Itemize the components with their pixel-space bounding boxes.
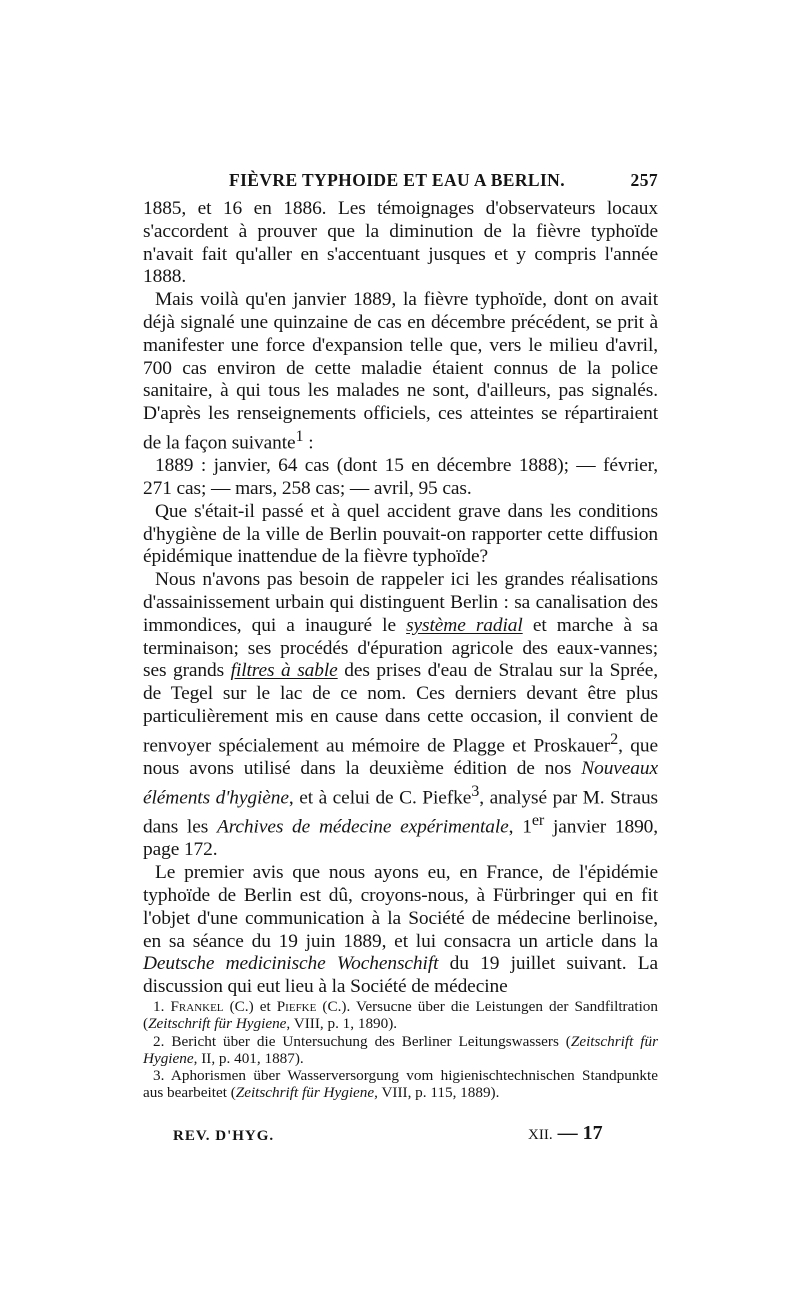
page-footer bbox=[143, 1122, 658, 1152]
journal-title: Zeitschrift für Hygiene bbox=[235, 1084, 375, 1102]
journal-title: Zeitschrift für Hygiene bbox=[148, 1015, 287, 1033]
author-name: Piefke bbox=[276, 998, 317, 1015]
paragraph-5 bbox=[143, 569, 658, 862]
paragraph-4: Que s'était-il passé et à quel accident grave dans les conditions d'hygiène de la ville de Berlin pouvait-on rapporter cette diffusion épidémique inattendue de la fièvre typhoïde? bbox=[143, 500, 658, 568]
text-run: , analysé par M. Straus dans les bbox=[143, 787, 658, 838]
text-run: , et à celui de C. Piefke bbox=[288, 787, 472, 809]
footnote-3 bbox=[143, 1067, 658, 1102]
paragraph-3: 1889 : janvier, 64 cas (dont 15 en décembre 1888); — février, 271 cas; — mars, 258 cas; — avril, 95 cas. bbox=[143, 455, 658, 500]
journal-title: Archives de médecine expérimentale bbox=[216, 816, 509, 838]
journal-title: Zeitschrift für Hygiene bbox=[143, 1032, 658, 1067]
text-run: , que nous avons utilisé dans la deuxième édition de nos bbox=[143, 735, 658, 780]
paragraph-2 bbox=[143, 289, 658, 455]
text-run: 3. Aphorismen über Wasserversorgung vom higienischtechnischen Standpunkte aus bearbeitet ( bbox=[143, 1067, 658, 1102]
sheet-number bbox=[528, 1122, 603, 1145]
text-run: 1. bbox=[153, 998, 171, 1015]
volume-roman: XII. bbox=[528, 1127, 553, 1143]
text-run: des prises d'eau de Stralau sur la Sprée, de Tegel sur le lac de ce nom. Ces derniers devant être plus particulièrement mis en cause dans cette occasion, il convient de renvoyer spécialement au mémoire de Plagge et Proskauer bbox=[143, 660, 658, 757]
paragraph-1: 1885, et 16 en 1886. Les témoignages d'observateurs locaux s'accordent à prouver que la diminution de la fièvre typhoïde n'avait fait qu'aller en s'accentuant jusques et y compris l'année 1888. bbox=[143, 198, 658, 288]
signature-mark: REV. D'HYG. bbox=[173, 1128, 275, 1144]
author-name: Frankel bbox=[170, 998, 224, 1015]
text-run: , VIII, p. 115, 1889). bbox=[374, 1084, 500, 1102]
emphasis-systeme-radial: système radial bbox=[406, 614, 523, 636]
footnote-ref-2: 2 bbox=[610, 730, 619, 748]
text-run: (C.). Versucne über die Leistungen der Sandfiltration ( bbox=[143, 998, 658, 1033]
footnote-2 bbox=[143, 1033, 658, 1068]
text-run: 2. Bericht über die Untersuchung des Berliner Leitungswassers ( bbox=[153, 1032, 571, 1050]
text-run: Nous n'avons pas besoin de rappeler ici les grandes réalisations d'assainissement urbain qui distinguent Berlin : sa canalisation des immondices, qui a inauguré le bbox=[143, 569, 658, 636]
text-run: janvier 1890, page 172. bbox=[143, 816, 659, 861]
text-run: , VIII, p. 1, 1890). bbox=[286, 1015, 398, 1033]
text-run: et marche à sa terminaison; ses procédés d'épuration agricole des eaux-vannes; ses grands bbox=[143, 614, 658, 682]
text-run: Le premier avis que nous ayons eu, en France, de l'épidémie typhoïde de Berlin est dû, croyons-nous, à Fürbringer qui en fit l'objet d'une communication à la Société de médecine berlinoise, en sa séance du 19 juin 1889, et lui consacra un article dans la bbox=[143, 862, 658, 952]
book-title: Nouveaux éléments d'hygiène bbox=[143, 758, 658, 809]
text-run: (C.) et bbox=[223, 998, 277, 1015]
emphasis-filtres-a-sable: filtres à sable bbox=[230, 660, 338, 682]
footnotes bbox=[143, 998, 658, 1102]
footnote-ref-3: 3 bbox=[471, 782, 480, 800]
ordinal-superscript: er bbox=[531, 812, 545, 830]
journal-title: Deutsche medicinische Wochenschift bbox=[143, 953, 439, 975]
footnote-1 bbox=[143, 998, 658, 1033]
page-number: 257 bbox=[630, 170, 658, 190]
text-run: , II, p. 401, 1887). bbox=[193, 1049, 304, 1067]
paragraph-2-tail: : bbox=[303, 432, 314, 454]
paragraph-6 bbox=[143, 862, 658, 999]
dash: — bbox=[552, 1122, 583, 1144]
sheet-count: 17 bbox=[582, 1122, 603, 1144]
footnote-ref-1: 1 bbox=[295, 427, 304, 445]
body-text bbox=[143, 198, 658, 999]
running-title: FIÈVRE TYPHOIDE ET EAU A BERLIN. bbox=[229, 170, 565, 190]
running-header bbox=[143, 170, 658, 194]
paragraph-2-text: Mais voilà qu'en janvier 1889, la fièvre typhoïde, dont on avait déjà signalé une quinzaine de cas en décembre précédent, se prit à manifester une force d'expansion telle que, vers le milieu d'avril, 700 cas environ de cette maladie étaient connus de la police sanitaire, à qui tous les malades ne sont, d'ailleurs, pas signalés. D'après les renseignements officiels, ces atteintes se répartiraient de la façon suivante bbox=[143, 289, 658, 454]
text-run: , 1 bbox=[508, 816, 532, 838]
text-run: du 19 juillet suivant. La discussion qui eut lieu à la Société de médecine bbox=[143, 953, 658, 998]
